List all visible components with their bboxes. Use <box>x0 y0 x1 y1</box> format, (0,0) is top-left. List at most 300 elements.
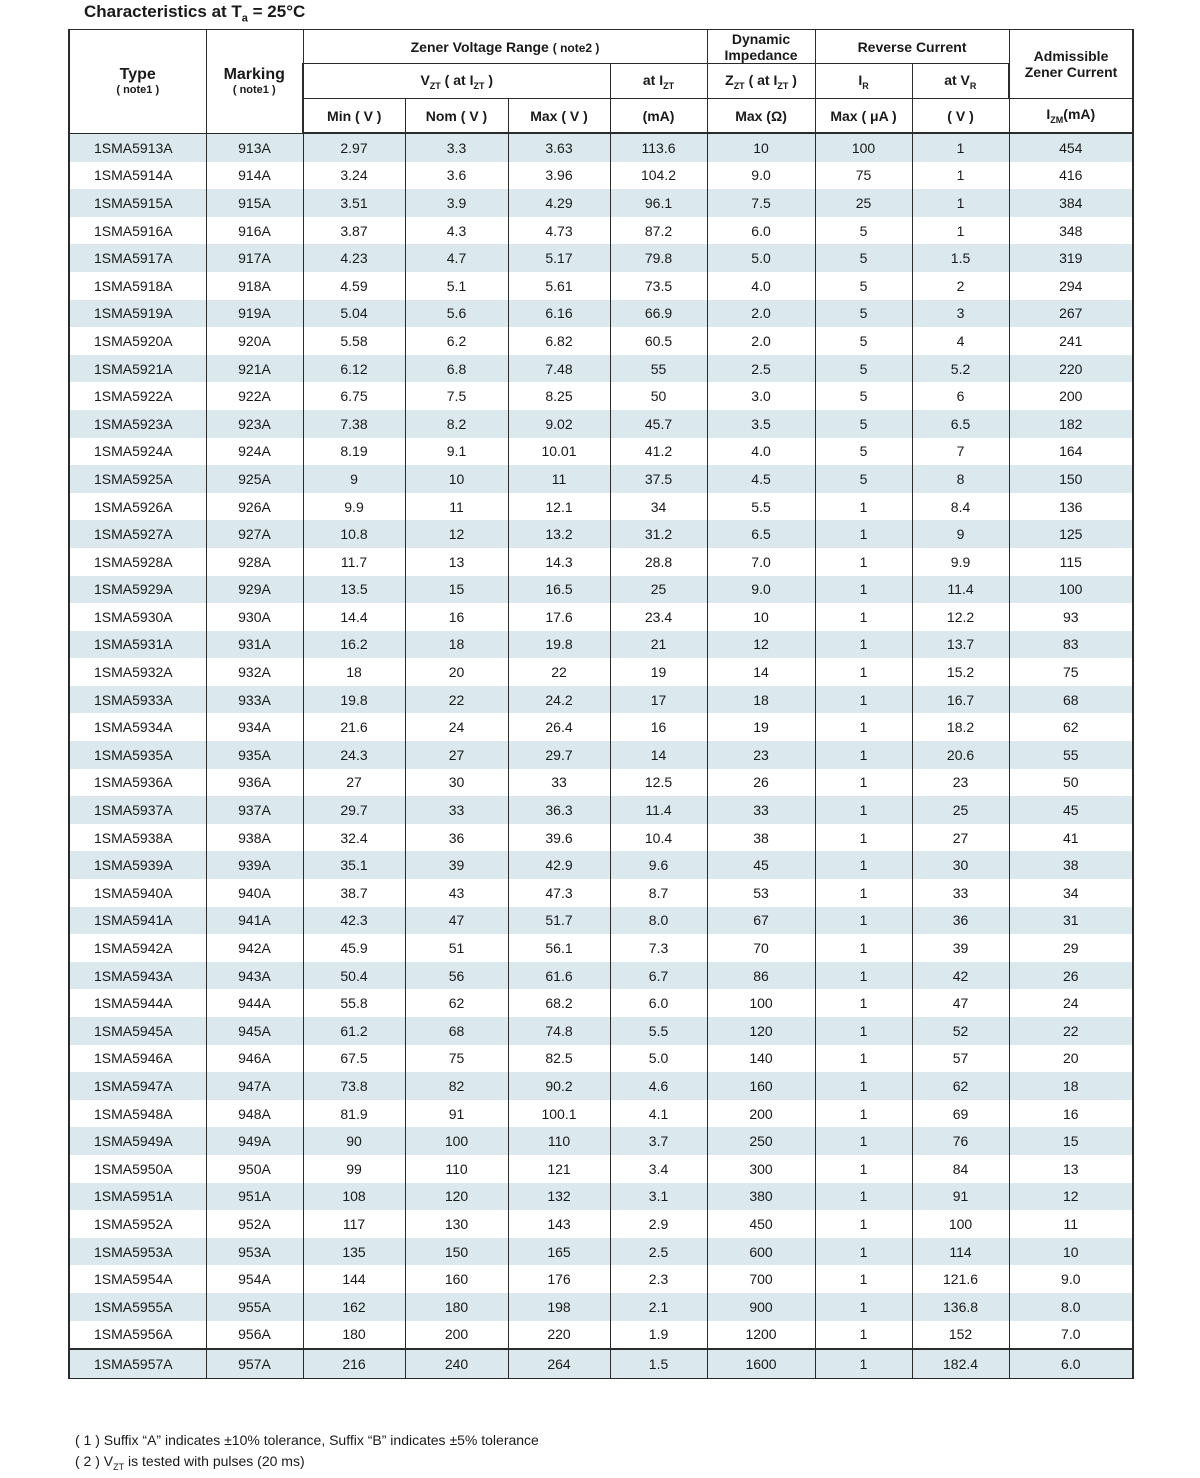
type-cell: 1SMA5938A <box>69 824 206 852</box>
vr-cell: 6.5 <box>912 410 1009 438</box>
vz-min-cell: 45.9 <box>303 934 405 962</box>
ir-cell: 1 <box>815 907 912 935</box>
vz-min-cell: 10.8 <box>303 520 405 548</box>
ir-cell: 1 <box>815 603 912 631</box>
vz-min-cell: 24.3 <box>303 741 405 769</box>
vr-cell: 25 <box>912 796 1009 824</box>
vz-nom-cell: 33 <box>405 796 508 824</box>
table-row <box>69 438 1133 466</box>
table-row <box>69 1100 1133 1128</box>
izt-cell: 2.3 <box>610 1265 707 1293</box>
marking-cell: 932A <box>206 658 303 686</box>
vz-min-cell: 7.38 <box>303 410 405 438</box>
izm-cell: 45 <box>1009 796 1133 824</box>
vz-nom-cell: 11 <box>405 493 508 521</box>
vz-min-cell: 117 <box>303 1210 405 1238</box>
zzt-cell: 10 <box>707 133 815 162</box>
type-cell: 1SMA5913A <box>69 133 206 162</box>
zzt-cell: 23 <box>707 741 815 769</box>
izt-cell: 14 <box>610 741 707 769</box>
marking-cell: 927A <box>206 520 303 548</box>
zzt-cell: 140 <box>707 1045 815 1073</box>
ir-cell: 1 <box>815 1072 912 1100</box>
vz-min-cell: 73.8 <box>303 1072 405 1100</box>
ir-cell: 75 <box>815 162 912 190</box>
vr-cell: 76 <box>912 1127 1009 1155</box>
vz-max-cell: 56.1 <box>508 934 610 962</box>
izt-cell: 3.7 <box>610 1127 707 1155</box>
zzt-cell: 250 <box>707 1127 815 1155</box>
ir-cell: 1 <box>815 879 912 907</box>
vz-max-cell: 12.1 <box>508 493 610 521</box>
vz-nom-cell: 68 <box>405 1017 508 1045</box>
zzt-cell: 3.0 <box>707 382 815 410</box>
vz-max-cell: 29.7 <box>508 741 610 769</box>
table-body <box>69 133 1133 1378</box>
vr-cell: 62 <box>912 1072 1009 1100</box>
izt-cell: 4.6 <box>610 1072 707 1100</box>
izt-cell: 79.8 <box>610 244 707 272</box>
vr-cell: 33 <box>912 879 1009 907</box>
zzt-cell: 600 <box>707 1238 815 1266</box>
vz-min-cell: 162 <box>303 1293 405 1321</box>
vz-max-cell: 39.6 <box>508 824 610 852</box>
vz-max-cell: 16.5 <box>508 576 610 604</box>
marking-cell: 917A <box>206 244 303 272</box>
vz-max-cell: 3.63 <box>508 133 610 162</box>
izm-cell: 83 <box>1009 631 1133 659</box>
vz-nom-cell: 27 <box>405 741 508 769</box>
ir-cell: 1 <box>815 796 912 824</box>
zzt-cell: 6.5 <box>707 520 815 548</box>
zzt-cell: 53 <box>707 879 815 907</box>
vz-min-cell: 3.24 <box>303 162 405 190</box>
table-row <box>69 907 1133 935</box>
zzt-cell: 4.0 <box>707 272 815 300</box>
zzt-cell: 2.5 <box>707 355 815 383</box>
table-row <box>69 465 1133 493</box>
vz-max-cell: 165 <box>508 1238 610 1266</box>
vz-nom-cell: 22 <box>405 686 508 714</box>
izm-cell: 267 <box>1009 300 1133 328</box>
type-cell: 1SMA5916A <box>69 217 206 245</box>
vz-max-cell: 24.2 <box>508 686 610 714</box>
marking-cell: 934A <box>206 713 303 741</box>
ir-cell: 1 <box>815 1265 912 1293</box>
type-cell: 1SMA5956A <box>69 1321 206 1350</box>
table-row <box>69 327 1133 355</box>
ir-cell: 1 <box>815 1155 912 1183</box>
zzt-cell: 10 <box>707 603 815 631</box>
zzt-cell: 380 <box>707 1183 815 1211</box>
vz-min-cell: 19.8 <box>303 686 405 714</box>
vr-cell: 69 <box>912 1100 1009 1128</box>
izt-cell: 55 <box>610 355 707 383</box>
zzt-cell: 7.0 <box>707 548 815 576</box>
marking-cell: 921A <box>206 355 303 383</box>
header-max-ohm: Max (Ω) <box>707 99 815 134</box>
table-row <box>69 962 1133 990</box>
marking-cell: 952A <box>206 1210 303 1238</box>
vz-nom-cell: 36 <box>405 824 508 852</box>
vr-cell: 91 <box>912 1183 1009 1211</box>
marking-cell: 956A <box>206 1321 303 1350</box>
izt-cell: 17 <box>610 686 707 714</box>
ir-cell: 1 <box>815 631 912 659</box>
izm-cell: 115 <box>1009 548 1133 576</box>
ir-cell: 1 <box>815 1045 912 1073</box>
ir-cell: 100 <box>815 133 912 162</box>
izm-cell: 38 <box>1009 851 1133 879</box>
izt-cell: 60.5 <box>610 327 707 355</box>
table-row <box>69 520 1133 548</box>
izm-cell: 55 <box>1009 741 1133 769</box>
zzt-cell: 1600 <box>707 1349 815 1378</box>
marking-cell: 947A <box>206 1072 303 1100</box>
vz-min-cell: 3.87 <box>303 217 405 245</box>
zzt-cell: 900 <box>707 1293 815 1321</box>
vz-min-cell: 27 <box>303 769 405 797</box>
table-row <box>69 1045 1133 1073</box>
ir-cell: 1 <box>815 1349 912 1378</box>
vz-max-cell: 3.96 <box>508 162 610 190</box>
izm-cell: 34 <box>1009 879 1133 907</box>
vz-nom-cell: 24 <box>405 713 508 741</box>
marking-cell: 944A <box>206 989 303 1017</box>
izm-cell: 50 <box>1009 769 1133 797</box>
vz-min-cell: 67.5 <box>303 1045 405 1073</box>
vr-cell: 2 <box>912 272 1009 300</box>
vr-cell: 39 <box>912 934 1009 962</box>
vz-min-cell: 42.3 <box>303 907 405 935</box>
header-min: Min ( V ) <box>303 99 405 134</box>
izt-cell: 1.5 <box>610 1349 707 1378</box>
vz-min-cell: 5.58 <box>303 327 405 355</box>
vz-min-cell: 144 <box>303 1265 405 1293</box>
ir-cell: 1 <box>815 1321 912 1350</box>
izm-cell: 15 <box>1009 1127 1133 1155</box>
table-row <box>69 713 1133 741</box>
marking-cell: 920A <box>206 327 303 355</box>
footnote-1: ( 1 ) Suffix “A” indicates ±10% tolerance, Suffix “B” indicates ±5% tolerance <box>75 1432 539 1448</box>
marking-cell: 939A <box>206 851 303 879</box>
vr-cell: 182.4 <box>912 1349 1009 1378</box>
vz-max-cell: 51.7 <box>508 907 610 935</box>
zzt-cell: 300 <box>707 1155 815 1183</box>
vz-max-cell: 5.17 <box>508 244 610 272</box>
type-cell: 1SMA5922A <box>69 382 206 410</box>
izm-cell: 7.0 <box>1009 1321 1133 1350</box>
izm-cell: 22 <box>1009 1017 1133 1045</box>
izt-cell: 16 <box>610 713 707 741</box>
vz-max-cell: 110 <box>508 1127 610 1155</box>
type-cell: 1SMA5954A <box>69 1265 206 1293</box>
type-cell: 1SMA5942A <box>69 934 206 962</box>
type-cell: 1SMA5929A <box>69 576 206 604</box>
ir-cell: 1 <box>815 520 912 548</box>
vz-nom-cell: 240 <box>405 1349 508 1378</box>
vz-max-cell: 36.3 <box>508 796 610 824</box>
vz-nom-cell: 100 <box>405 1127 508 1155</box>
table-row <box>69 493 1133 521</box>
marking-cell: 940A <box>206 879 303 907</box>
izt-cell: 113.6 <box>610 133 707 162</box>
izm-cell: 8.0 <box>1009 1293 1133 1321</box>
izm-cell: 9.0 <box>1009 1265 1133 1293</box>
table-row <box>69 1210 1133 1238</box>
vr-cell: 5.2 <box>912 355 1009 383</box>
table-row <box>69 769 1133 797</box>
marking-cell: 957A <box>206 1349 303 1378</box>
ir-cell: 5 <box>815 300 912 328</box>
table-row <box>69 355 1133 383</box>
vz-max-cell: 14.3 <box>508 548 610 576</box>
vz-max-cell: 90.2 <box>508 1072 610 1100</box>
izm-cell: 13 <box>1009 1155 1133 1183</box>
izt-cell: 45.7 <box>610 410 707 438</box>
vr-cell: 3 <box>912 300 1009 328</box>
table-row <box>69 1127 1133 1155</box>
ir-cell: 5 <box>815 244 912 272</box>
izm-cell: 150 <box>1009 465 1133 493</box>
vr-cell: 12.2 <box>912 603 1009 631</box>
marking-cell: 955A <box>206 1293 303 1321</box>
ir-cell: 5 <box>815 355 912 383</box>
vz-max-cell: 5.61 <box>508 272 610 300</box>
type-cell: 1SMA5928A <box>69 548 206 576</box>
vr-cell: 18.2 <box>912 713 1009 741</box>
table-row <box>69 576 1133 604</box>
vr-cell: 9.9 <box>912 548 1009 576</box>
izm-cell: 6.0 <box>1009 1349 1133 1378</box>
vz-nom-cell: 47 <box>405 907 508 935</box>
header-dynamic-impedance: Dynamic Impedance <box>707 30 815 64</box>
vz-min-cell: 216 <box>303 1349 405 1378</box>
vz-nom-cell: 120 <box>405 1183 508 1211</box>
zzt-cell: 700 <box>707 1265 815 1293</box>
vz-nom-cell: 18 <box>405 631 508 659</box>
header-admissible-current: Admissible Zener Current <box>1009 30 1133 99</box>
table-row <box>69 1293 1133 1321</box>
vz-min-cell: 61.2 <box>303 1017 405 1045</box>
vr-cell: 15.2 <box>912 658 1009 686</box>
vz-nom-cell: 5.6 <box>405 300 508 328</box>
marking-cell: 922A <box>206 382 303 410</box>
ir-cell: 5 <box>815 272 912 300</box>
table-row <box>69 1155 1133 1183</box>
marking-cell: 914A <box>206 162 303 190</box>
marking-cell: 929A <box>206 576 303 604</box>
marking-cell: 928A <box>206 548 303 576</box>
zzt-cell: 6.0 <box>707 217 815 245</box>
table-row <box>69 989 1133 1017</box>
izt-cell: 50 <box>610 382 707 410</box>
zzt-cell: 5.0 <box>707 244 815 272</box>
izm-cell: 26 <box>1009 962 1133 990</box>
zzt-cell: 26 <box>707 769 815 797</box>
vz-nom-cell: 43 <box>405 879 508 907</box>
izt-cell: 31.2 <box>610 520 707 548</box>
type-cell: 1SMA5920A <box>69 327 206 355</box>
vr-cell: 1.5 <box>912 244 1009 272</box>
vz-nom-cell: 56 <box>405 962 508 990</box>
izt-cell: 7.3 <box>610 934 707 962</box>
type-cell: 1SMA5940A <box>69 879 206 907</box>
type-cell: 1SMA5930A <box>69 603 206 631</box>
vz-max-cell: 176 <box>508 1265 610 1293</box>
vr-cell: 52 <box>912 1017 1009 1045</box>
type-cell: 1SMA5957A <box>69 1349 206 1378</box>
vz-max-cell: 198 <box>508 1293 610 1321</box>
type-cell: 1SMA5931A <box>69 631 206 659</box>
ir-cell: 1 <box>815 851 912 879</box>
vz-min-cell: 4.59 <box>303 272 405 300</box>
vz-min-cell: 6.12 <box>303 355 405 383</box>
table-row <box>69 879 1133 907</box>
vz-min-cell: 81.9 <box>303 1100 405 1128</box>
vz-nom-cell: 12 <box>405 520 508 548</box>
vz-max-cell: 8.25 <box>508 382 610 410</box>
header-v: ( V ) <box>912 99 1009 134</box>
vz-nom-cell: 130 <box>405 1210 508 1238</box>
izt-cell: 8.7 <box>610 879 707 907</box>
vr-cell: 9 <box>912 520 1009 548</box>
table-row <box>69 1238 1133 1266</box>
type-cell: 1SMA5934A <box>69 713 206 741</box>
izm-cell: 136 <box>1009 493 1133 521</box>
vz-min-cell: 180 <box>303 1321 405 1350</box>
vr-cell: 13.7 <box>912 631 1009 659</box>
ir-cell: 1 <box>815 658 912 686</box>
izt-cell: 41.2 <box>610 438 707 466</box>
vz-nom-cell: 75 <box>405 1045 508 1073</box>
vz-min-cell: 29.7 <box>303 796 405 824</box>
vz-min-cell: 14.4 <box>303 603 405 631</box>
vr-cell: 8 <box>912 465 1009 493</box>
type-cell: 1SMA5936A <box>69 769 206 797</box>
izt-cell: 10.4 <box>610 824 707 852</box>
izt-cell: 34 <box>610 493 707 521</box>
vz-max-cell: 143 <box>508 1210 610 1238</box>
vz-max-cell: 22 <box>508 658 610 686</box>
izm-cell: 29 <box>1009 934 1133 962</box>
izm-cell: 100 <box>1009 576 1133 604</box>
vz-min-cell: 38.7 <box>303 879 405 907</box>
table-row <box>69 1265 1133 1293</box>
header-max: Max ( V ) <box>508 99 610 134</box>
izm-cell: 24 <box>1009 989 1133 1017</box>
type-cell: 1SMA5919A <box>69 300 206 328</box>
ir-cell: 1 <box>815 824 912 852</box>
izt-cell: 23.4 <box>610 603 707 631</box>
ir-cell: 1 <box>815 962 912 990</box>
vz-min-cell: 2.97 <box>303 133 405 162</box>
vz-max-cell: 9.02 <box>508 410 610 438</box>
marking-cell: 953A <box>206 1238 303 1266</box>
izm-cell: 182 <box>1009 410 1133 438</box>
table-row <box>69 189 1133 217</box>
table-row <box>69 1017 1133 1045</box>
vz-max-cell: 17.6 <box>508 603 610 631</box>
vz-nom-cell: 4.7 <box>405 244 508 272</box>
table-row <box>69 1349 1133 1378</box>
marking-cell: 916A <box>206 217 303 245</box>
izt-cell: 21 <box>610 631 707 659</box>
izt-cell: 3.1 <box>610 1183 707 1211</box>
vz-nom-cell: 3.3 <box>405 133 508 162</box>
vz-nom-cell: 6.2 <box>405 327 508 355</box>
izt-cell: 66.9 <box>610 300 707 328</box>
table-row <box>69 382 1133 410</box>
vz-nom-cell: 180 <box>405 1293 508 1321</box>
izm-cell: 416 <box>1009 162 1133 190</box>
zzt-cell: 120 <box>707 1017 815 1045</box>
marking-cell: 919A <box>206 300 303 328</box>
type-cell: 1SMA5917A <box>69 244 206 272</box>
marking-cell: 950A <box>206 1155 303 1183</box>
table-row <box>69 741 1133 769</box>
izt-cell: 5.5 <box>610 1017 707 1045</box>
table-row <box>69 1321 1133 1350</box>
marking-cell: 954A <box>206 1265 303 1293</box>
vr-cell: 4 <box>912 327 1009 355</box>
vz-min-cell: 55.8 <box>303 989 405 1017</box>
izm-cell: 16 <box>1009 1100 1133 1128</box>
header-ir: $I_R$ <box>815 64 912 99</box>
vz-max-cell: 68.2 <box>508 989 610 1017</box>
vz-max-cell: 26.4 <box>508 713 610 741</box>
vr-cell: 84 <box>912 1155 1009 1183</box>
ir-cell: 5 <box>815 438 912 466</box>
marking-cell: 951A <box>206 1183 303 1211</box>
vz-max-cell: 7.48 <box>508 355 610 383</box>
marking-cell: 946A <box>206 1045 303 1073</box>
ir-cell: 1 <box>815 1127 912 1155</box>
table-row <box>69 548 1133 576</box>
zzt-cell: 2.0 <box>707 327 815 355</box>
vz-max-cell: 11 <box>508 465 610 493</box>
type-cell: 1SMA5935A <box>69 741 206 769</box>
table-row <box>69 300 1133 328</box>
header-max-ua: Max ( μA ) <box>815 99 912 134</box>
vz-nom-cell: 160 <box>405 1265 508 1293</box>
vz-nom-cell: 3.6 <box>405 162 508 190</box>
ir-cell: 5 <box>815 217 912 245</box>
izm-cell: 241 <box>1009 327 1133 355</box>
header-zzt: $Z_{ZT}$ ( at $I_{ZT}$ ) <box>707 64 815 99</box>
zzt-cell: 4.5 <box>707 465 815 493</box>
ir-cell: 1 <box>815 1238 912 1266</box>
izm-cell: 31 <box>1009 907 1133 935</box>
izm-cell: 12 <box>1009 1183 1133 1211</box>
izt-cell: 25 <box>610 576 707 604</box>
vz-max-cell: 33 <box>508 769 610 797</box>
vr-cell: 57 <box>912 1045 1009 1073</box>
vz-nom-cell: 3.9 <box>405 189 508 217</box>
type-cell: 1SMA5914A <box>69 162 206 190</box>
ir-cell: 5 <box>815 327 912 355</box>
vr-cell: 1 <box>912 189 1009 217</box>
vz-min-cell: 9 <box>303 465 405 493</box>
vz-min-cell: 8.19 <box>303 438 405 466</box>
table-row <box>69 1072 1133 1100</box>
marking-cell: 913A <box>206 133 303 162</box>
vz-nom-cell: 10 <box>405 465 508 493</box>
izm-cell: 93 <box>1009 603 1133 631</box>
table-header <box>69 30 1133 134</box>
vz-nom-cell: 4.3 <box>405 217 508 245</box>
table-row <box>69 217 1133 245</box>
